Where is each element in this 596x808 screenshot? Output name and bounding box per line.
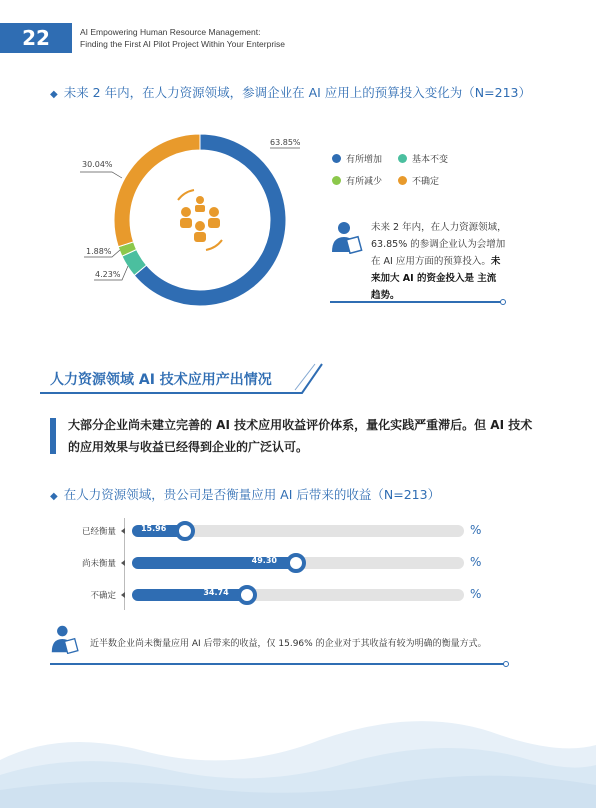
person-with-document-icon: [330, 220, 364, 254]
budget-question-title: ◆ 未来 2 年内，在人力资源领域，参调企业在 AI 应用上的预算投入变化为（N=213）: [50, 85, 531, 100]
legend-dot: [332, 154, 341, 163]
diamond-bullet-icon: ◆: [50, 89, 58, 100]
bar-value-label: 15.96: [140, 524, 167, 533]
axis-tick-icon: [121, 592, 125, 598]
header-line-2: Finding the First AI Pilot Project Within Your Enterprise: [80, 39, 286, 49]
donut-label-uncertain: 30.04%: [82, 160, 113, 169]
budget-note: 未来 2 年内，在人力资源领域， 63.85% 的参调企业认为会增加 在 AI 应用方面的预算投入。未 来加大 AI 的资金投入是 主流 趋势。: [371, 222, 507, 301]
bar-track: [132, 589, 464, 601]
legend-item-decrease: 有所减少: [332, 174, 382, 187]
bar-category-label: 已经衡量: [81, 527, 116, 537]
section-summary: 大部分企业尚未建立完善的 AI 技术应用收益评价体系，量化实践严重滞后。但 AI 技术的应用效果与收益已经得到企业的广泛认可。: [68, 418, 533, 454]
bar-knob: [175, 521, 195, 541]
note-underline: [330, 301, 502, 303]
bar-unit-label: %: [470, 555, 482, 569]
bar-unit-label: %: [470, 523, 482, 537]
decorative-waves: [0, 690, 596, 808]
bar-knob: [237, 585, 257, 605]
donut-label-increase: 63.85%: [270, 138, 301, 147]
donut-label-decrease: 1.88%: [86, 247, 112, 256]
legend-item-uncertain: 不确定: [398, 174, 439, 187]
benefit-note: 近半数企业尚未衡量应用 AI 后带来的收益，仅 15.96% 的企业对于其收益有较为明确的衡量方式。: [90, 639, 487, 649]
running-header: [80, 26, 285, 50]
bar-fill: [132, 589, 247, 601]
bar-unit-label: %: [470, 587, 482, 601]
note-underline-dot: [500, 299, 506, 305]
legend-dot: [398, 176, 407, 185]
bar-category-label: 不确定: [90, 591, 116, 601]
bar-category-label: 尚未衡量: [81, 559, 116, 569]
note-underline: [50, 663, 505, 665]
summary-accent-bar: [50, 418, 56, 454]
legend-item-unchanged: 基本不变: [398, 152, 448, 165]
axis-tick-icon: [121, 560, 125, 566]
bar-track: [132, 525, 464, 537]
bar-value-label: 34.74: [203, 588, 229, 597]
axis-tick-icon: [121, 528, 125, 534]
note-underline-dot: [503, 661, 509, 667]
benefit-question-title: ◆ 在人力资源领域，贵公司是否衡量应用 AI 后带来的收益（N=213）: [50, 487, 441, 502]
donut-label-unchanged: 4.23%: [95, 270, 121, 279]
legend-dot: [398, 154, 407, 163]
legend-item-increase: 有所增加: [332, 152, 382, 165]
section-title: 人力资源领域 AI 技术应用产出情况: [50, 372, 272, 388]
bar-track: [132, 557, 464, 569]
bar-value-label: 49.30: [251, 556, 277, 565]
header-line-1: AI Empowering Human Resource Management:: [80, 27, 261, 37]
page-number: 22: [0, 23, 72, 53]
legend-dot: [332, 176, 341, 185]
person-with-document-icon: [50, 624, 80, 654]
diamond-bullet-icon: ◆: [50, 491, 58, 502]
bar-knob: [286, 553, 306, 573]
